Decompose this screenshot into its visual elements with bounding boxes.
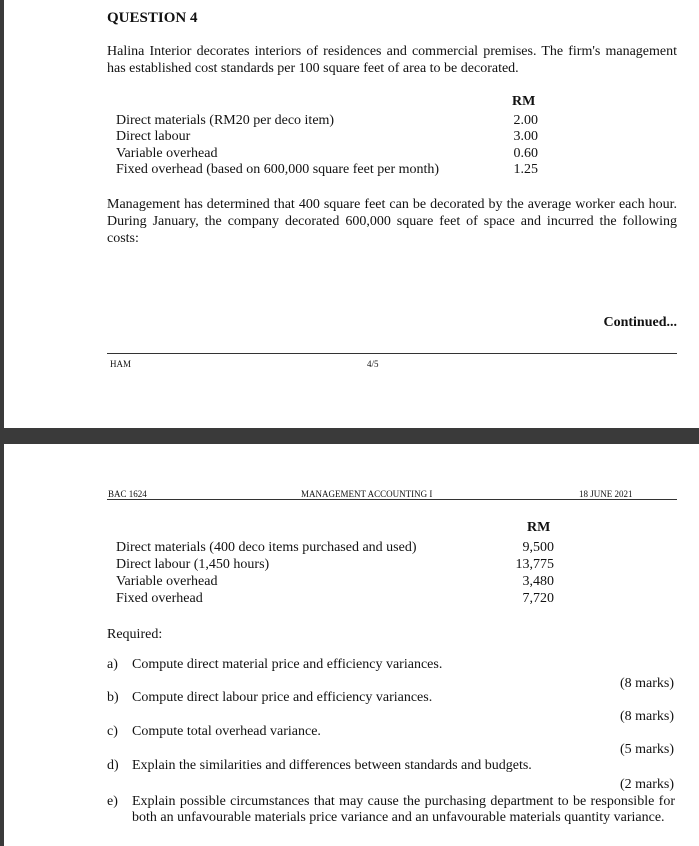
continued-note: Continued... xyxy=(603,315,677,330)
footer-initials: HAM xyxy=(110,359,132,369)
document-page-4 xyxy=(4,0,699,428)
standard-value: 3.00 xyxy=(513,129,538,144)
footer-divider xyxy=(107,353,677,354)
item-letter: e) xyxy=(107,794,118,809)
item-marks: (8 marks) xyxy=(619,709,674,724)
document-page-5 xyxy=(4,444,699,846)
question-paragraph: Management has determined that 400 square feet can be decorated by the average worker each hour. During January, the company decorated 600,000 square feet of space and incurred the following costs: xyxy=(107,197,677,246)
page-number: 4/5 xyxy=(367,359,379,369)
question-intro: Halina Interior decorates interiors of residences and commercial premises. The firm's management has established cost standards per 100 square feet of area to be decorated. xyxy=(107,44,677,76)
header-course-code: BAC 1624 xyxy=(108,489,147,499)
cost-value: 7,720 xyxy=(522,591,554,606)
standard-label: Fixed overhead (based on 600,000 square feet per month) xyxy=(116,162,440,177)
item-letter: a) xyxy=(107,657,118,672)
item-letter: c) xyxy=(107,724,118,739)
cost-value: 13,775 xyxy=(515,557,554,572)
cost-label: Fixed overhead xyxy=(116,591,203,606)
costs-header: RM xyxy=(527,520,551,535)
item-marks: (8 marks) xyxy=(619,676,674,691)
cost-label: Variable overhead xyxy=(116,574,218,589)
standard-label: Variable overhead xyxy=(116,146,218,161)
header-divider xyxy=(107,499,677,500)
cost-value: 9,500 xyxy=(522,540,554,555)
item-text: Explain possible circumstances that may cause the purchasing department to be responsible for both an unfavourable materials price variance and an unfavourable materials quantity variance. xyxy=(132,794,675,825)
item-letter: b) xyxy=(107,690,119,705)
standards-header: RM xyxy=(512,94,536,109)
standard-label: Direct materials (RM20 per deco item) xyxy=(116,113,335,128)
cost-value: 3,480 xyxy=(522,574,554,589)
item-text: Compute total overhead variance. xyxy=(132,724,321,739)
question-title: QUESTION 4 xyxy=(107,10,198,26)
standard-value: 2.00 xyxy=(513,113,538,128)
item-marks: (2 marks) xyxy=(619,777,674,792)
item-text: Explain the similarities and differences between standards and budgets. xyxy=(132,758,532,773)
item-marks: (5 marks) xyxy=(619,742,674,757)
cost-label: Direct materials (400 deco items purchased and used) xyxy=(116,540,417,555)
item-letter: d) xyxy=(107,758,119,773)
header-exam-date: 18 JUNE 2021 xyxy=(579,489,633,499)
item-text: Compute direct labour price and efficiency variances. xyxy=(132,690,433,705)
required-heading: Required: xyxy=(107,627,163,642)
standard-value: 1.25 xyxy=(513,162,538,177)
standard-label: Direct labour xyxy=(116,129,191,144)
item-text: Compute direct material price and efficiency variances. xyxy=(132,657,443,672)
cost-label: Direct labour (1,450 hours) xyxy=(116,557,270,572)
header-course-name: MANAGEMENT ACCOUNTING I xyxy=(301,489,433,499)
standard-value: 0.60 xyxy=(513,146,538,161)
